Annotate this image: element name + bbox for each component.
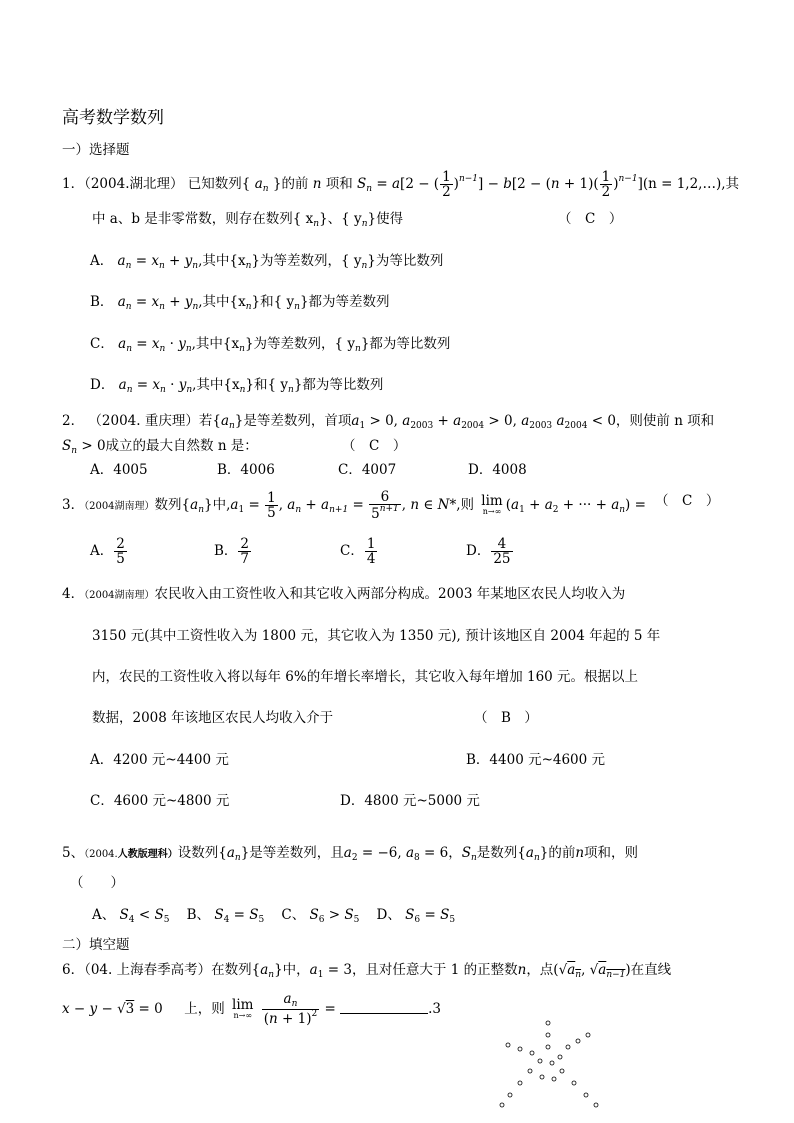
question-3-option-a: A． $\frac{2}{5}$ [90, 536, 125, 568]
question-2-option-b: B．4006 [217, 462, 275, 478]
question-1-answer: （ C ） [558, 211, 623, 227]
question-4-option-d: D．4800 元~5000 元 [340, 793, 480, 809]
dot-star-decoration [490, 1015, 610, 1115]
question-1-option-a: A． $a_n = x_n + y_n$,其中$\{x_n\}$为等差数列，{ $y_n$}为等比数列 [90, 253, 444, 271]
question-4-line-4: 数据，2008 年该地区农民人均收入介于 [92, 710, 334, 726]
question-3-line-1: 3．（2004湖南理）数列$\{a_n\}$中$,a_1$ = $\frac{1}{5}$ , $a_n + a_{n+1}$ = $\frac{6}{5^{n+1}}$ , n ∈ N*,则 lim n→∞ ($a_1 + a_2$ + ··· + $a_n$) = [62, 489, 646, 523]
question-4-line-3: 内，农民的工资性收入将以每年 6%的年增长率增长，其它收入每年增加 160 元。根据以上 [92, 669, 639, 685]
question-2-line-2: $S_n > 0$成立的最大自然数 n 是： [62, 438, 258, 456]
question-3-option-d: D． $\frac{4}{25}$ [466, 536, 511, 568]
question-3-answer: （ C ） [655, 493, 720, 509]
section-heading-choice: 一）选择题 [62, 142, 130, 158]
question-2-option-a: A．4005 [90, 462, 148, 478]
question-4-option-c: C．4600 元~4800 元 [90, 793, 230, 809]
question-6-line-1: 6．（04. 上海春季高考）在数列$\{a_n\}$中，$a_1 = 3$，且对任意大于 1 的正整数n，点($√a_n$, $√a_{n-1}$)在直线 [62, 962, 672, 980]
answer-blank[interactable] [340, 1001, 428, 1014]
question-4-option-b: B．4400 元~4600 元 [466, 752, 606, 768]
question-1-line-1: 1．（2004.湖北理） 已知数列{ $a_n$ }的前 n 项和 $S_n = a[2$ − ( $\frac{1}{2}$ )$^{n-1}$] − b[2 − (n + 1)( $\frac{1}{2}$ )$^{n-1}$](n = 1,2,…),其 [62, 169, 740, 201]
question-1-option-b: B． $a_n = x_n + y_n$,其中$\{x_n\}$和{ $y_n$}都为等差数列 [90, 294, 390, 312]
question-2-option-d: D．4008 [468, 462, 527, 478]
question-5-options: A、 $S_4 < S_5$ B、 $S_4 = S_5$ C、 $S_6 > S_5$ D、 $S_6 = S_5$ [92, 907, 456, 925]
section-heading-fill: 二）填空题 [62, 937, 130, 953]
question-4-option-a: A．4200 元~4400 元 [90, 752, 229, 768]
question-5-line-1: 5、（2004.人教版理科）设数列$\{a_n\}$是等差数列，且$a_2 = -6$, $a_8 = 6$，$S_n$是数列$\{a_n\}$的前n项和，则 [62, 845, 639, 863]
question-4-line-2: 3150 元(其中工资性收入为 1800 元，其它收入为 1350 元), 预计该地区自 2004 年起的 5 年 [92, 628, 661, 644]
question-4-line-1: 4．（2004湖南理）农民收入由工资性收入和其它收入两部分构成。2003 年某地区农民人均收入为 [62, 586, 626, 602]
question-4-answer: （ B ） [474, 710, 538, 726]
question-5-answer: （ ） [70, 875, 124, 891]
page-title: 高考数学数列 [62, 108, 164, 128]
question-6-line-2: x − y − √3 = 0 上，则 lim n→∞ $\frac{a_n}{(n + 1)^2}$ = .3 [62, 991, 442, 1028]
question-2-line-1: 2． （2004. 重庆理）若$\{a_n\}$是等差数列，首项$a_1 > 0$, $a_{2003} + a_{2004} > 0$, $a_{2003}$ $a_{2004} < 0$，则使前 n 项和 [62, 413, 715, 431]
question-2-answer: （ C ） [342, 438, 407, 454]
question-3-option-c: C． $\frac{1}{4}$ [340, 536, 376, 568]
question-1-option-d: D． $a_n = x_n \cdot y_n$,其中$\{x_n\}$和{ $y_n$}都为等比数列 [90, 377, 384, 395]
question-1-option-c: C． $a_n = x_n \cdot y_n$,其中$\{x_n\}$为等差数列，{ $y_n$}都为等比数列 [90, 336, 451, 354]
question-2-option-c: C．4007 [338, 462, 397, 478]
question-3-option-b: B． $\frac{2}{7}$ [214, 536, 250, 568]
question-1-line-2: 中 a、b 是非零常数，则存在数列{ $x_n$}、{ $y_n$}使得 [92, 211, 404, 229]
